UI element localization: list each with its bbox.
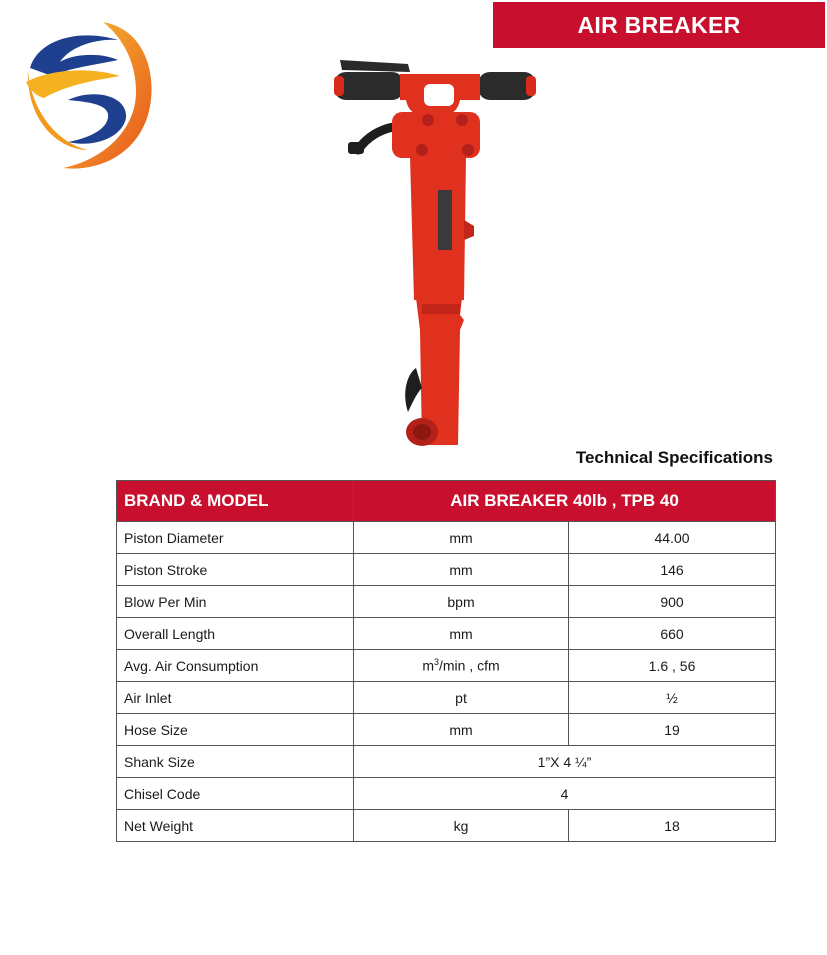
row-value: 19 — [569, 714, 776, 746]
row-value: 900 — [569, 586, 776, 618]
row-merged-value: 4 — [354, 778, 776, 810]
row-label: Overall Length — [117, 618, 354, 650]
row-label: Chisel Code — [117, 778, 354, 810]
row-unit: mm — [354, 714, 569, 746]
unit-suffix: /min , cfm — [439, 657, 500, 674]
header-brand-model: BRAND & MODEL — [117, 481, 354, 522]
unit-superscript: 3 — [433, 657, 439, 668]
row-unit: bpm — [354, 586, 569, 618]
row-label: Piston Stroke — [117, 554, 354, 586]
table-row — [117, 522, 776, 554]
row-unit: kg — [354, 810, 569, 842]
page-banner — [493, 2, 825, 48]
table-row — [117, 682, 776, 714]
row-merged-value: 1”X 4 ¼” — [354, 746, 776, 778]
table-row — [117, 810, 776, 842]
spec-table-header-row — [117, 481, 776, 522]
row-unit — [354, 650, 569, 682]
table-row — [117, 554, 776, 586]
table-row — [117, 714, 776, 746]
row-value: 44.00 — [569, 522, 776, 554]
air-breaker-product-image — [330, 50, 545, 455]
row-label: Hose Size — [117, 714, 354, 746]
spec-heading: Technical Specifications — [575, 448, 773, 467]
table-row — [117, 746, 776, 778]
table-row — [117, 650, 776, 682]
row-unit: mm — [354, 554, 569, 586]
row-label: Air Inlet — [117, 682, 354, 714]
table-row — [117, 618, 776, 650]
header-model-name: AIR BREAKER 40lb , TPB 40 — [354, 481, 776, 522]
row-label: Avg. Air Consumption — [117, 650, 354, 682]
row-label: Net Weight — [117, 810, 354, 842]
row-label: Shank Size — [117, 746, 354, 778]
row-unit: mm — [354, 522, 569, 554]
row-value: 660 — [569, 618, 776, 650]
unit-prefix: m — [422, 657, 434, 674]
row-unit: mm — [354, 618, 569, 650]
row-value: ½ — [569, 682, 776, 714]
row-unit: pt — [354, 682, 569, 714]
row-value: 146 — [569, 554, 776, 586]
row-value: 18 — [569, 810, 776, 842]
row-label: Blow Per Min — [117, 586, 354, 618]
table-row — [117, 778, 776, 810]
banner-title: AIR BREAKER — [577, 11, 741, 38]
row-value: 1.6 , 56 — [569, 650, 776, 682]
row-label: Piston Diameter — [117, 522, 354, 554]
company-logo-icon — [8, 10, 168, 180]
table-row — [117, 586, 776, 618]
spec-table — [116, 480, 776, 842]
